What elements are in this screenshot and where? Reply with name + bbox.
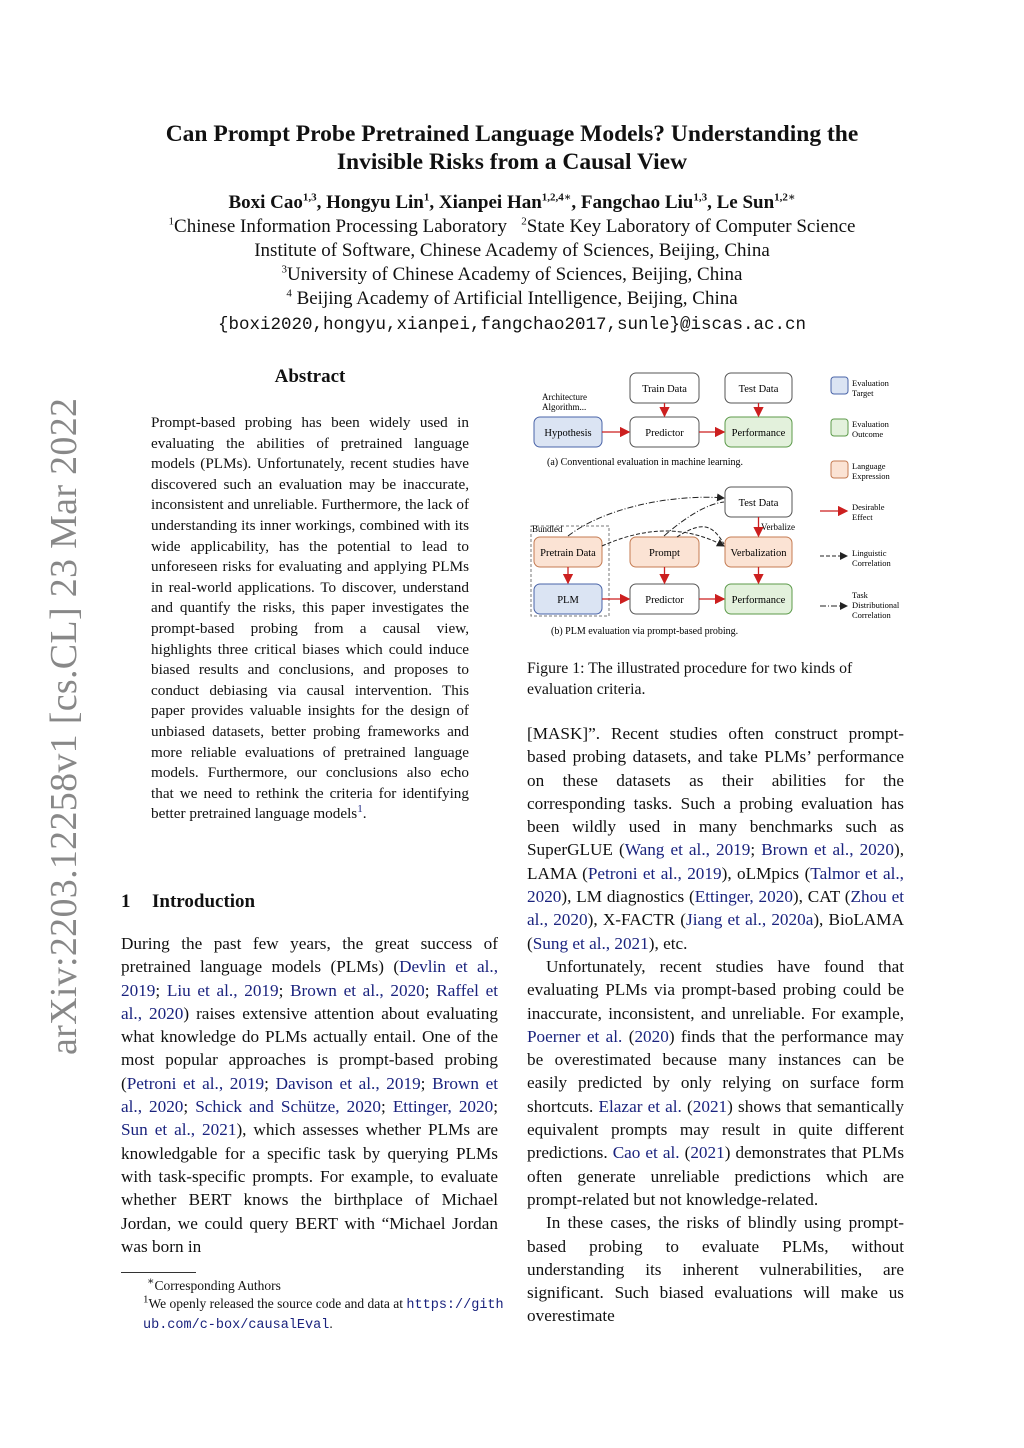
algo-label: Algorithm... bbox=[542, 402, 587, 412]
footnote-corresponding bbox=[121, 1277, 511, 1295]
affiliation-1: Chinese Information Processing Laboratory bbox=[174, 216, 507, 237]
test-data-label-a: Test Data bbox=[738, 384, 779, 395]
abstract-end: . bbox=[362, 805, 367, 823]
arch-label: Architecture bbox=[542, 392, 587, 402]
affil-sup: 3 bbox=[281, 263, 288, 276]
section-title: Introduction bbox=[152, 891, 256, 912]
affil-sup: 2 bbox=[521, 215, 527, 228]
text-run: ), LM diagnostics ( bbox=[561, 887, 695, 907]
affiliation-2: State Key Laboratory of Computer Science bbox=[526, 216, 856, 237]
verbalize-label: Verbalize bbox=[761, 522, 795, 532]
author-affil-sup: 1 bbox=[423, 191, 430, 204]
paragraph bbox=[527, 955, 904, 1211]
text-run: ), BioLAMA ( bbox=[527, 910, 904, 953]
citation-link[interactable]: Jiang et al., 2020a bbox=[686, 910, 814, 930]
citation-link[interactable]: Schick and Schütze, 2020 bbox=[195, 1097, 381, 1117]
caption-a: (a) Conventional evaluation in machine learning. bbox=[547, 457, 744, 468]
text-run: ), etc. bbox=[648, 933, 688, 953]
text-run: ( bbox=[679, 1143, 691, 1163]
citation-link[interactable]: Cao et al. bbox=[612, 1143, 680, 1163]
citation-link[interactable]: Talmor et al., 2020 bbox=[527, 863, 904, 907]
author-name: Boxi Cao bbox=[228, 192, 303, 213]
arxiv-identifier: arXiv:2203.12258v1 [cs.CL] 23 Mar 2022 bbox=[43, 397, 85, 1055]
text-run: ), oLMpics ( bbox=[721, 863, 811, 883]
caption-b: (b) PLM evaluation via prompt-based probing. bbox=[551, 626, 739, 637]
title-line-2: Invisible Risks from a Causal View bbox=[336, 149, 688, 175]
footnote-mark: 1 bbox=[143, 1293, 149, 1306]
citation-link[interactable]: Wang et al., 2019 bbox=[624, 840, 751, 860]
author-name: Le Sun bbox=[716, 192, 775, 213]
section-number: 1 bbox=[121, 891, 131, 912]
legend-label: Expression bbox=[852, 471, 890, 481]
intro-paragraph bbox=[121, 932, 498, 1258]
affiliation-4: Beijing Academy of Artificial Intelligence, Beijing, China bbox=[296, 288, 738, 309]
text-run: ( bbox=[622, 1026, 635, 1046]
author-affil-sup: 1,2∗ bbox=[774, 191, 796, 204]
text-run: ; bbox=[264, 1073, 276, 1093]
citation-year-link[interactable]: 2021 bbox=[692, 1096, 728, 1116]
footnote-text: We openly released the source code and data at bbox=[148, 1296, 407, 1311]
legend-label: Language bbox=[852, 461, 886, 471]
author-sep: , bbox=[707, 192, 717, 213]
affiliation-line-3 bbox=[110, 263, 914, 287]
author-affil-sup: 1,3 bbox=[693, 191, 708, 204]
plm-label: PLM bbox=[557, 595, 579, 606]
legend-label: Desirable bbox=[852, 502, 885, 512]
text-run: ; bbox=[155, 980, 167, 1000]
paragraph bbox=[527, 722, 904, 955]
citation-link[interactable]: Brown et al., 2020 bbox=[761, 840, 894, 860]
text-run: ), CAT ( bbox=[792, 887, 851, 907]
test-data-label-b: Test Data bbox=[738, 498, 779, 509]
pretrain-data-label: Pretrain Data bbox=[540, 548, 596, 559]
legend-label: Linguistic bbox=[852, 548, 887, 558]
footnote-divider bbox=[121, 1272, 196, 1273]
bundled-label: Bundled bbox=[532, 524, 563, 534]
legend-label: Outcome bbox=[852, 429, 884, 439]
text-run: [MASK]”. Recent studies often construct prompt-based probing datasets, and take PLMs’ performance on these datasets as their abilities for the corresponding tasks. Such a probing evaluation has been wildly used in many benchmarks such as SuperGLUE ( bbox=[527, 724, 904, 860]
affil-sup: 4 bbox=[286, 287, 292, 300]
performance-label-b: Performance bbox=[731, 595, 786, 606]
prompt-label: Prompt bbox=[649, 548, 680, 559]
citation-link[interactable]: Sun et al., 2021 bbox=[121, 1120, 237, 1140]
source-code-link[interactable]: https://github.com/c-box/causalEval bbox=[143, 1298, 504, 1333]
affil-sup: 1 bbox=[168, 215, 175, 228]
legend-label: Correlation bbox=[852, 558, 891, 568]
author-sep: , bbox=[429, 192, 439, 213]
figure-caption: Figure 1: The illustrated procedure for two kinds of evaluation criteria. bbox=[527, 660, 853, 698]
text-run: ), which assesses whether PLMs are knowledgable for a specific task by querying PLMs with task-specific prompts. For example, to evaluate whether BERT knows the birthplace of Michael Jordan, we could query BERT with “Michael Jordan was born in bbox=[121, 1120, 498, 1256]
text-run: ; bbox=[424, 980, 437, 1000]
affiliation-line-1 bbox=[110, 215, 914, 239]
text-run: ) finds that the performance may be overestimated because many instances can be easily predicted by only relying on surface form shortcuts. bbox=[527, 1026, 905, 1116]
text-run: ), LAMA ( bbox=[527, 840, 904, 883]
abstract-heading: Abstract bbox=[274, 366, 346, 387]
footnote-text: Corresponding Authors bbox=[154, 1278, 281, 1293]
citation-year-link[interactable]: 2020 bbox=[634, 1026, 669, 1046]
performance-label-a: Performance bbox=[731, 428, 786, 439]
text-run: ; bbox=[278, 980, 291, 1000]
text-run: ) demonstrates that PLMs often generate unreliable predictions which are prompt-related but not knowledge-related. bbox=[527, 1143, 905, 1209]
citation-link[interactable]: Ettinger, 2020 bbox=[392, 1097, 494, 1117]
footnote-end: . bbox=[329, 1316, 333, 1331]
legend-target-swatch bbox=[831, 377, 848, 394]
text-run: ( bbox=[681, 1096, 693, 1116]
legend-label: Evaluation bbox=[852, 419, 889, 429]
text-run: ; bbox=[183, 1097, 196, 1117]
legend-label: Evaluation bbox=[852, 378, 889, 388]
citation-link[interactable]: Petroni et al., 2019 bbox=[126, 1073, 265, 1093]
hypothesis-label: Hypothesis bbox=[544, 428, 592, 439]
affiliation-institute: Institute of Software, Chinese Academy of Sciences, Beijing, China bbox=[254, 240, 770, 261]
affiliation-line-4 bbox=[110, 287, 914, 311]
footnote-mark: ∗ bbox=[147, 1275, 155, 1288]
legend-label: Correlation bbox=[852, 610, 891, 620]
verbalization-label: Verbalization bbox=[730, 548, 787, 559]
citation-link[interactable]: Sung et al., 2021 bbox=[532, 933, 649, 953]
author-affil-sup: 1,2,4∗ bbox=[541, 191, 572, 204]
citation-link[interactable]: Brown et al., 2020 bbox=[121, 1073, 498, 1117]
author-sep: , bbox=[316, 192, 327, 213]
text-run: ) raises extensive attention about evaluating what knowledge do PLMs actually entail. One of the most popular approaches is prompt-based probing ( bbox=[121, 1003, 498, 1093]
legend-label: Task bbox=[852, 590, 868, 600]
text-run: During the past few years, the great success of pretrained language models (PLMs) ( bbox=[121, 934, 498, 977]
legend-language-swatch bbox=[831, 461, 848, 478]
citation-link[interactable]: Zhou et al., 2020 bbox=[527, 887, 904, 930]
footnotes bbox=[121, 1277, 511, 1335]
title-line-1: Can Prompt Probe Pretrained Language Models? Understanding the bbox=[165, 121, 859, 147]
citation-link[interactable]: Devlin et al., 2019 bbox=[121, 957, 498, 1000]
train-data-label: Train Data bbox=[642, 384, 687, 395]
author-affil-sup: 1,3 bbox=[302, 191, 317, 204]
abstract-text bbox=[151, 413, 469, 825]
paragraph: In these cases, the risks of blindly using prompt-based probing to evaluate PLMs, without understanding its inherent vulnerabilities, are significant. Such biased evaluations will make us overestimate bbox=[527, 1213, 904, 1326]
citation-link[interactable]: Ettinger, 2020 bbox=[694, 887, 793, 907]
section-heading-introduction bbox=[121, 891, 255, 913]
author-list bbox=[110, 190, 914, 216]
author-name: Xianpei Han bbox=[438, 192, 542, 213]
legend-outcome-swatch bbox=[831, 419, 848, 436]
predictor-label-b: Predictor bbox=[645, 595, 684, 606]
figure-1-diagram bbox=[527, 366, 917, 648]
footnote-code bbox=[121, 1295, 511, 1335]
text-run: ; bbox=[750, 840, 762, 860]
citation-link[interactable]: Raffel et al., 2020 bbox=[121, 980, 498, 1023]
footnote-link[interactable]: 1 bbox=[357, 803, 363, 816]
author-name: Hongyu Lin bbox=[326, 192, 424, 213]
text-run: ; bbox=[381, 1097, 393, 1117]
legend-label: Target bbox=[852, 388, 874, 398]
citation-link[interactable]: Petroni et al., 2019 bbox=[587, 863, 722, 883]
right-column-text bbox=[527, 722, 904, 1328]
citation-link[interactable]: Davison et al., 2019 bbox=[275, 1073, 421, 1093]
citation-link[interactable]: Liu et al., 2019 bbox=[166, 980, 279, 1000]
citation-link[interactable]: Poerner et al. bbox=[527, 1026, 623, 1046]
text-run: Unfortunately, recent studies have found that evaluating PLMs via prompt-based probing could be inaccurate, inconsistent, and unreliable. For example, bbox=[527, 956, 904, 1023]
paper-title bbox=[110, 120, 914, 176]
author-emails: {boxi2020,hongyu,xianpei,fangchao2017,sunle}@iscas.ac.cn bbox=[217, 315, 807, 335]
text-run: ), X-FACTR ( bbox=[587, 910, 687, 930]
abstract-body-text: Prompt-based probing has been widely used in evaluating the abilities of pretrained language models (PLMs). Unfortunately, recent studies have discovered such an evaluation may be inaccurate, inconsistent and unreliable. Furthermore, the lack of understanding its inner workings, combined with its wide applicability, has the potential to lead to unforeseen risks for evaluating and applying PLMs in real-world applications. To discover, understand and quantify the risks, this paper investigates the prompt-based probing from a causal view, highlights three critical biases which could induce biased results and conclusions, and proposes to conduct debiasing via causal intervention. This paper provides valuable insights for the design of unbiased datasets, better probing frameworks and more reliable evaluations of pretrained language models. Furthermore, our conclusions also echo that we need to rethink the criteria for identifying better pretrained language models bbox=[151, 414, 469, 823]
author-sep: , bbox=[571, 192, 581, 213]
citation-year-link[interactable]: 2021 bbox=[690, 1143, 725, 1163]
predictor-label-a: Predictor bbox=[645, 428, 684, 439]
affiliation-3: University of Chinese Academy of Sciences, Beijing, China bbox=[287, 264, 743, 285]
text-run: ; bbox=[493, 1097, 498, 1117]
citation-link[interactable]: Brown et al., 2020 bbox=[290, 980, 425, 1000]
author-name: Fangchao Liu bbox=[580, 192, 694, 213]
citation-link[interactable]: Elazar et al. bbox=[598, 1096, 682, 1116]
task-distributional-correlation-arrow bbox=[568, 497, 724, 536]
legend-label: Effect bbox=[852, 512, 873, 522]
text-run: ) shows that semantically equivalent prompts may result in quite different predictions. bbox=[527, 1096, 904, 1163]
legend-label: Distributional bbox=[852, 600, 900, 610]
text-run: ; bbox=[420, 1073, 433, 1093]
